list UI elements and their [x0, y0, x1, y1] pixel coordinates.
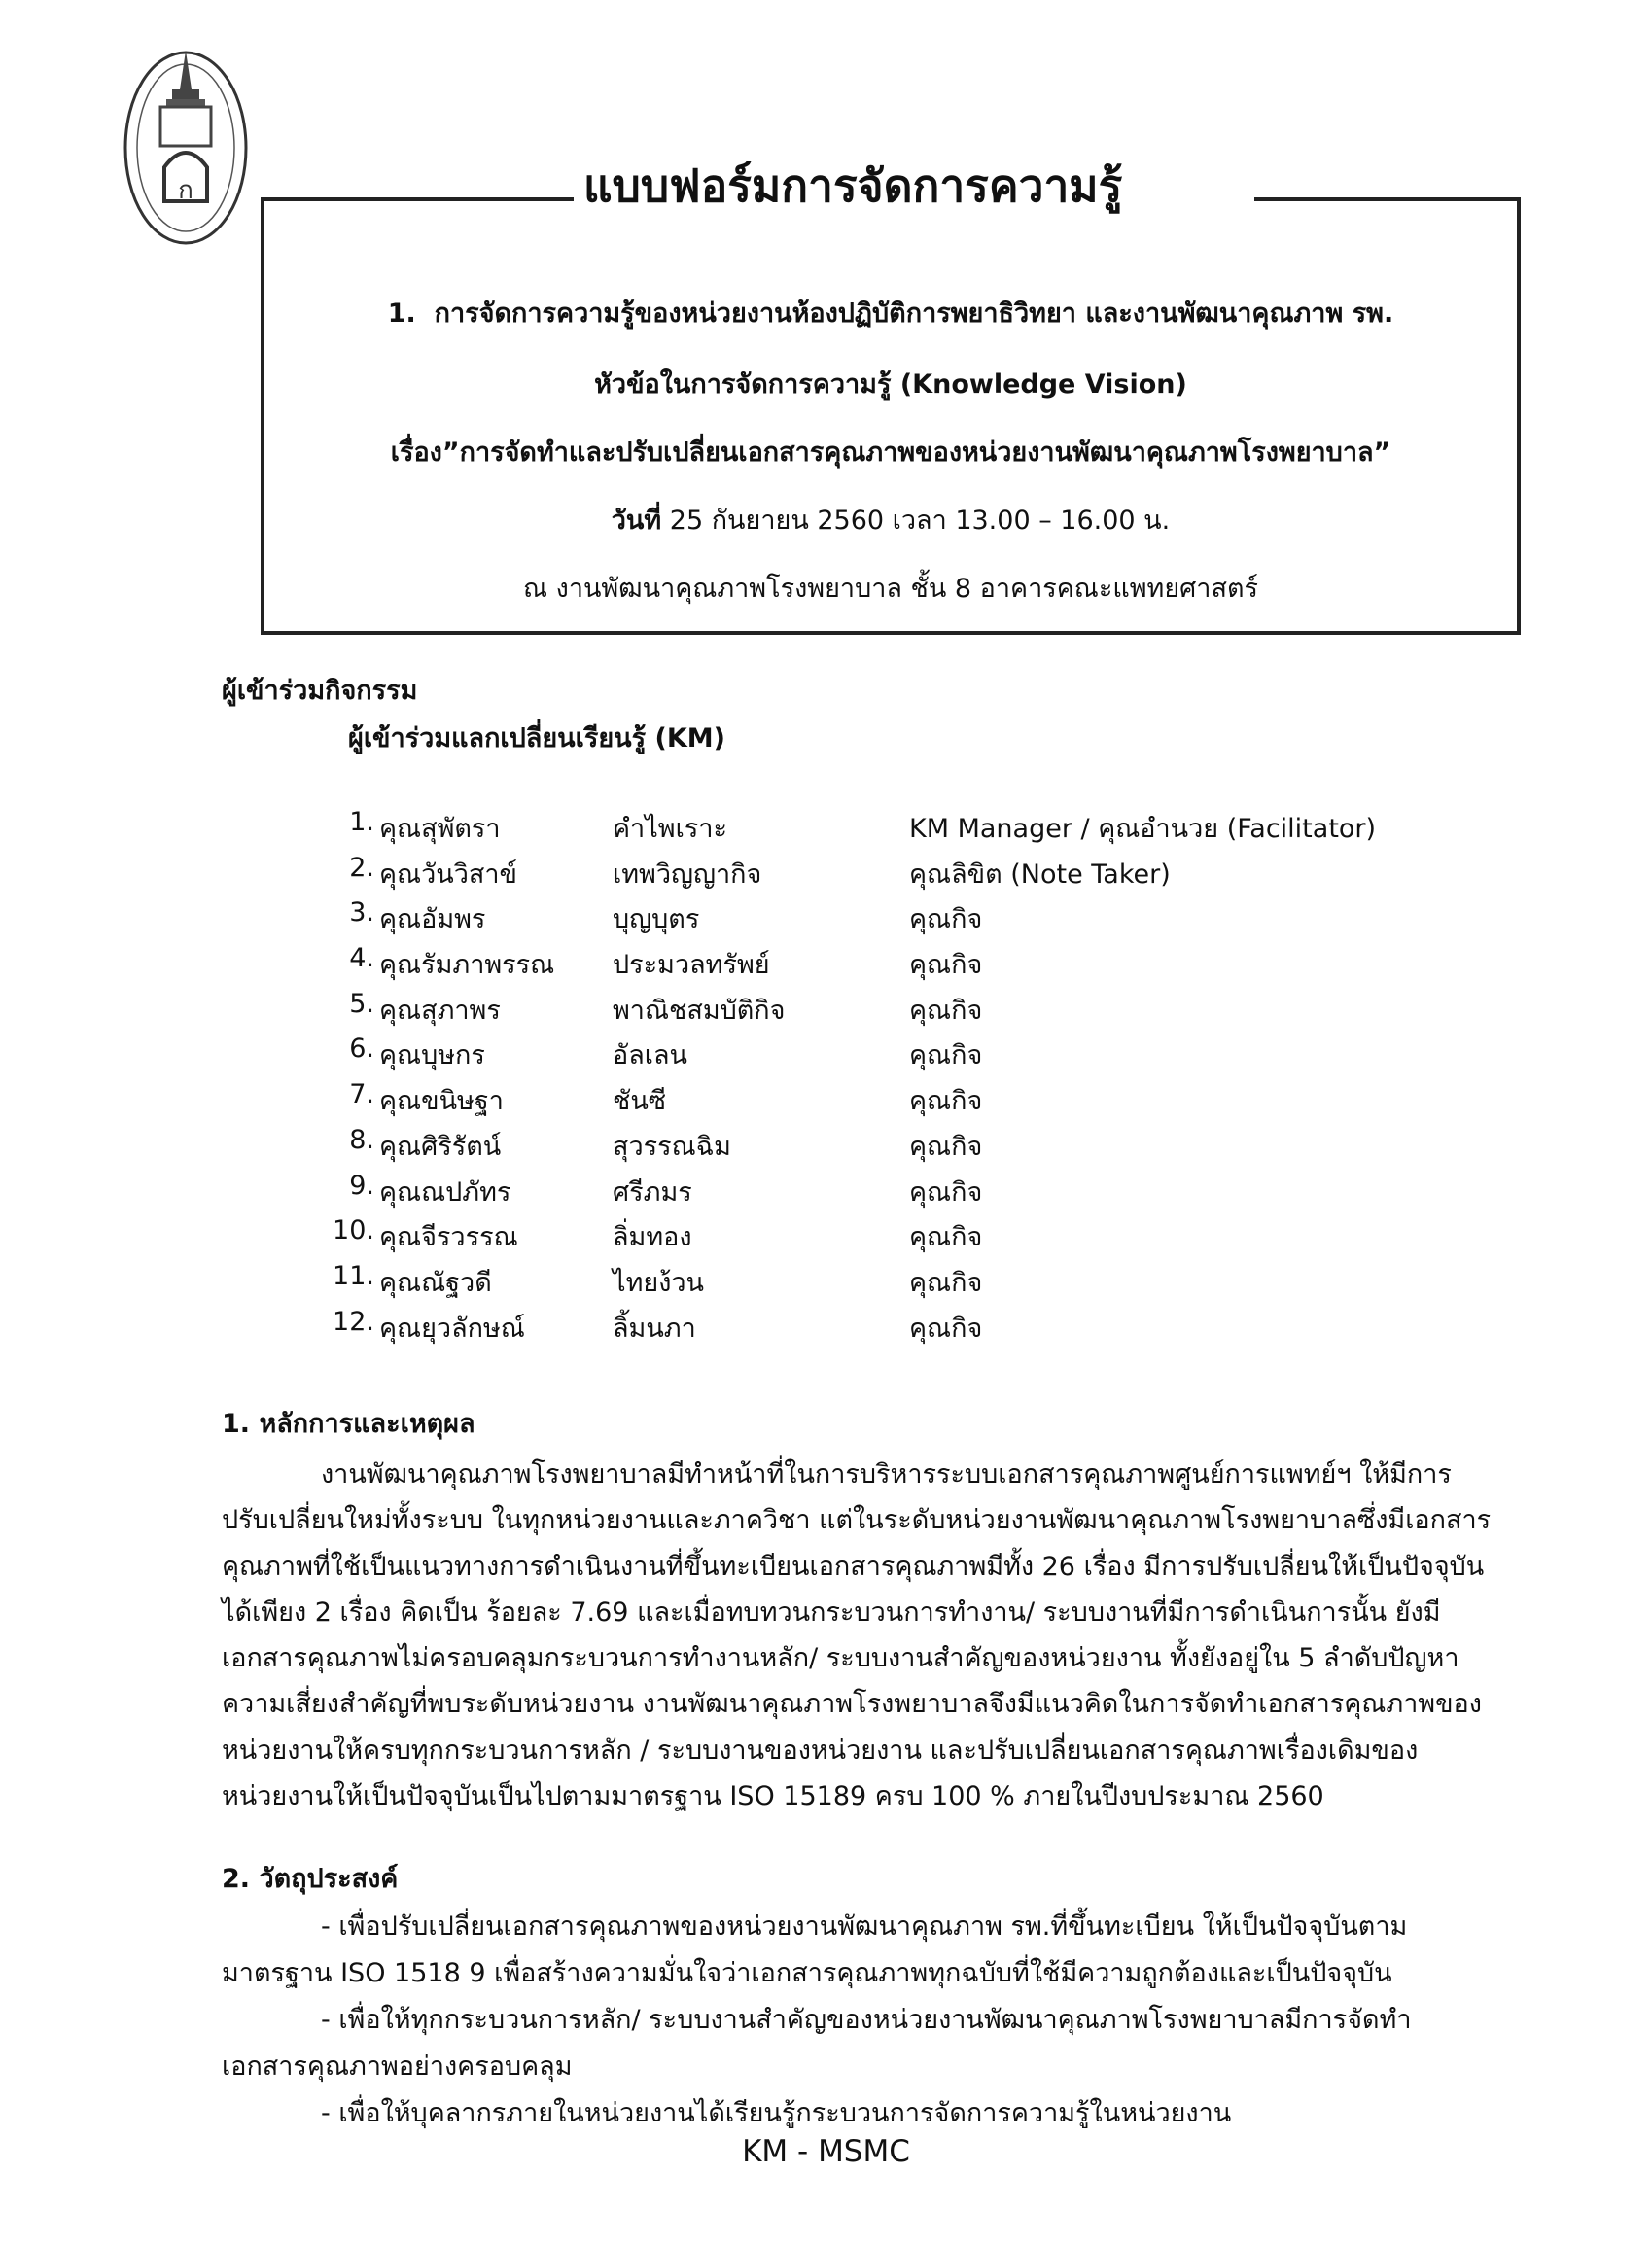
- participant-row: 2. คุณวันวิสาข์ เทพวิญญากิจ คุณลิขิต (Note Taker): [349, 852, 1171, 890]
- document-title: แบบฟอร์มการจัดการความรู้: [583, 159, 1123, 212]
- svg-text:ก: ก: [178, 176, 193, 205]
- institution-logo-icon: [122, 21, 250, 245]
- participants-heading: ผู้เข้าร่วมกิจกรรม: [222, 676, 418, 706]
- section1-body: งานพัฒนาคุณภาพโรงพยาบาลมีทำหน้าที่ในการบริหารระบบเอกสารคุณภาพศูนย์การแพทย์ฯ ให้มีการ ปรับเปลี่ยนใหม่ทั้งระบบ ในทุกหน่วยงานและภาควิชา แต่ในระดับหน่วยงานพัฒนาคุณภาพโรงพยาบาลซึ่งมีเอกสาร คุณภาพที่ใช้เป็นแนวทางการดำเนินงานที่ขึ้นทะเบียนเอกสารคุณภาพมีทั้ง 26 เรื่อง มีการปรับเปลี่ยนให้เป็นปัจจุบัน ได้เพียง 2 เรื่อง คิดเป็น ร้อยละ 7.69 และเมื่อทบทวนกระบวนการทำงาน/ ระบบงานที่มีการดำเนินการนั้น ยังมี เอกสารคุณภาพไม่ครอบคลุมกระบวนการทำงานหลัก/ ระบบงานสำคัญของหน่วยงาน ทั้งยังอยู่ใน 5 ลำดับปัญหา ความเสี่ยงสำคัญที่พบระดับหน่วยงาน งานพัฒนาคุณภาพโรงพยาบาลจึงมีแนวคิดในการจัดทำเอกสารคุณภาพของ หน่วยงานให้ครบทุกกระบวนการหลัก / ระบบงานของหน่วยงาน และปรับเปลี่ยนเอกสารคุณภาพเรื่องเดิมของ หน่วยงานให้เป็นปัจจุบันเป็นไปตามมาตรฐาน ISO 15189 ครบ 100 % ภายในปีงบประมาณ 2560: [222, 1459, 1492, 1812]
- participant-row: 12. คุณยุวลักษณ์ ลิ้มนภา คุณกิจ: [333, 1306, 983, 1344]
- location-line: ณ งานพัฒนาคุณภาพโรงพยาบาล ชั้น 8 อาคารคณะแพทยศาสตร์: [523, 574, 1258, 604]
- topic-heading: หัวข้อในการจัดการความรู้ (Knowledge Vision): [594, 369, 1187, 400]
- section1-heading: 1. หลักการและเหตุผล: [222, 1409, 475, 1439]
- participant-row: 10. คุณจีรวรรณ ลิ่มทอง คุณกิจ: [333, 1215, 983, 1253]
- section2-body: - เพื่อปรับเปลี่ยนเอกสารคุณภาพของหน่วยงานพัฒนาคุณภาพ รพ.ที่ขึ้นทะเบียน ให้เป็นปัจจุบันตาม มาตรฐาน ISO 1518 9 เพื่อสร้างความมั่นใจว่าเอกสารคุณภาพทุกฉบับที่ใช้มีความถูกต้องและเป็นปัจจุบัน - เพื่อให้ทุกกระบวนการหลัก/ ระบบงานสำคัญของหน่วยงานพัฒนาคุณภาพโรงพยาบาลมีการจัดทำ เอกสารคุณภาพอย่างครอบคลุม - เพื่อให้บุคลากรภายในหน่วยงานได้เรียนรู้กระบวนการจัดการความรู้ในหน่วยงาน: [222, 1911, 1412, 2128]
- participant-row: 7. คุณขนิษฐา ชันซี คุณกิจ: [349, 1079, 983, 1117]
- section2-heading: 2. วัตถุประสงค์: [222, 1864, 399, 1894]
- participant-row: 11. คุณณัฐวดี ไทยง้วน คุณกิจ: [333, 1260, 983, 1298]
- participant-row: 5. คุณสุภาพร พาณิชสมบัติกิจ คุณกิจ: [349, 988, 983, 1026]
- participant-row: 3. คุณอัมพร บุญบุตร คุณกิจ: [349, 897, 983, 935]
- participants-subheading: ผู้เข้าร่วมแลกเปลี่ยนเรียนรู้ (KM): [348, 723, 725, 754]
- participant-row: 6. คุณบุษกร อัลเลน คุณกิจ: [349, 1034, 983, 1071]
- subject-line: เรื่อง”การจัดทำและปรับเปลี่ยนเอกสารคุณภาพของหน่วยงานพัฒนาคุณภาพโรงพยาบาล”: [390, 438, 1391, 468]
- participant-row: 8. คุณศิริรัตน์ สุวรรณฉิม คุณกิจ: [349, 1124, 983, 1162]
- page-footer: KM - MSMC: [742, 2134, 910, 2169]
- participants-list: [321, 807, 1439, 1351]
- project-line: 1. การจัดการความรู้ของหน่วยงานห้องปฏิบัติการพยาธิวิทยา และงานพัฒนาคุณภาพ รพ.: [387, 298, 1394, 329]
- date-line: วันที่ 25 กันยายน 2560 เวลา 13.00 – 16.00 น.: [611, 506, 1171, 536]
- participant-row: 9. คุณณปภัทร ศรีภมร คุณกิจ: [349, 1170, 983, 1208]
- participant-row: 1. คุณสุพัตรา คำไพเราะ KM Manager / คุณอำนวย (Facilitator): [349, 807, 1377, 844]
- participant-row: 4. คุณรัมภาพรรณ ประมวลทรัพย์ คุณกิจ: [349, 943, 983, 981]
- header-frame: [261, 199, 1521, 635]
